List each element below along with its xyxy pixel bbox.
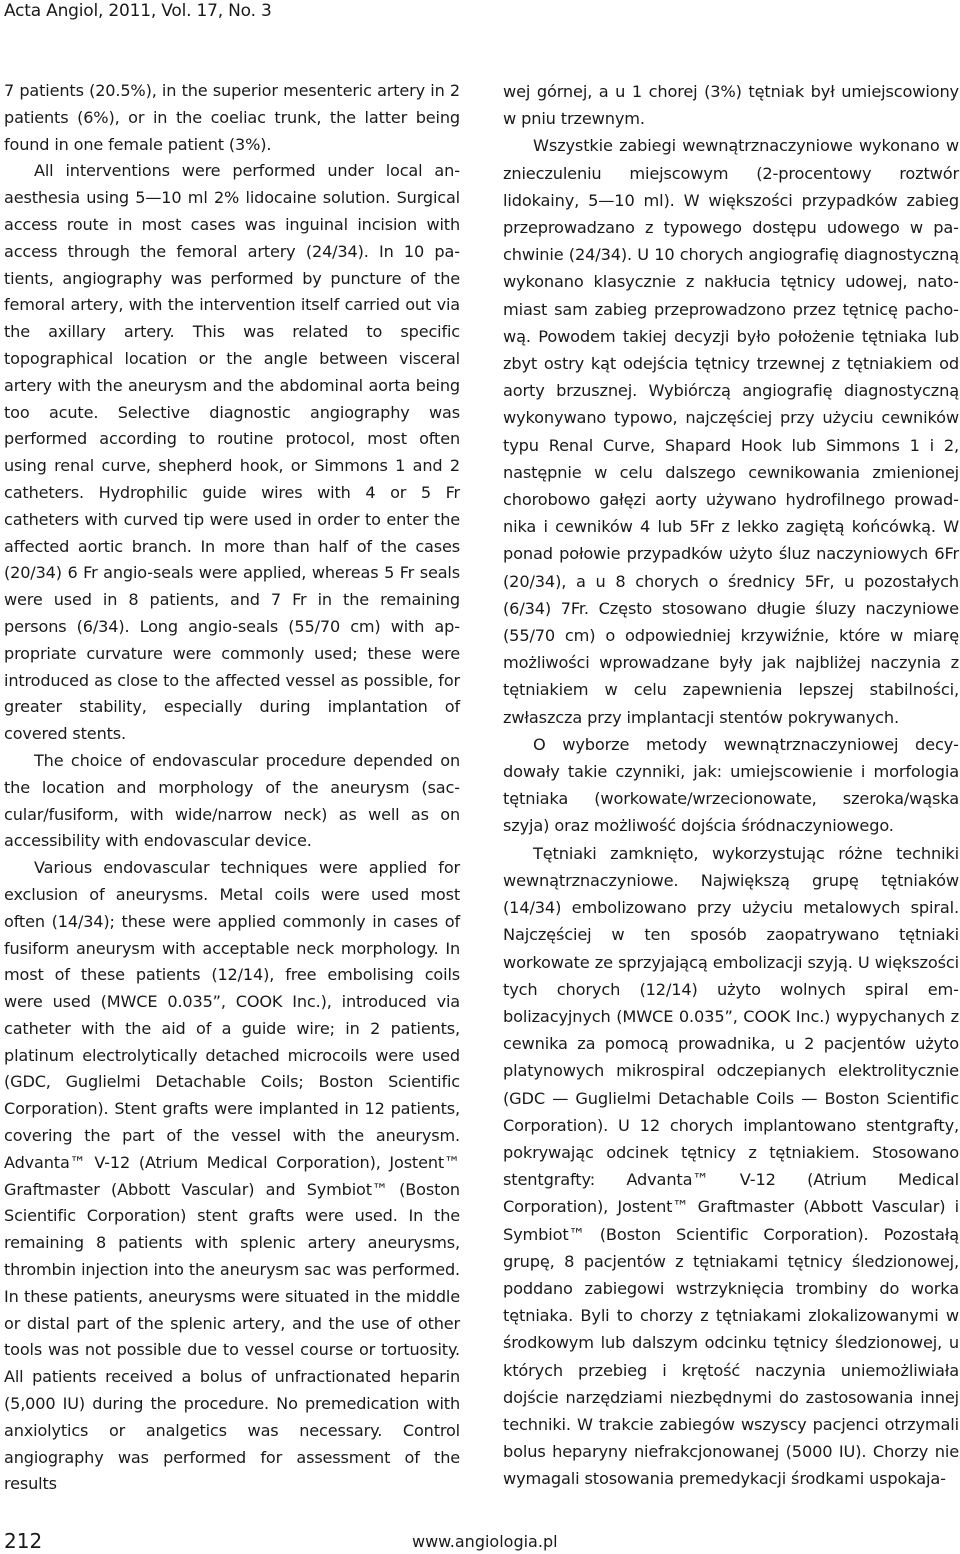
paragraph: Wszystkie zabiegi wewnątrznaczyniowe wykonano w znieczuleniu miejscowym (2-procentowy roztwór lidokainy, 5—10 ml). W większości przypadków zabieg przeprowadzano z typowego dostępu udowego w pachwinie (24/34). U 10 chorych angiografię diagnostyczną wykonano klasycznie z nakłucia tętnicy udowej, natomiast sam zabieg przeprowadzono przez tętnicę pachową. Powodem takiej decyzji było położenie tętniaka lub zbyt ostry kąt odejścia tętnicy trzewnej z tętniakiem od aorty brzusznej. Wybiórczą angiografię diagnostyczną wykonywano typowo, najczęściej przy użyciu cewników typu Renal Curve, Shapard Hook lub Simmons 1 i 2, następnie w celu dalszego cewnikowania zmienionej chorobowo gałęzi aorty używano hydrofilnego prowadnika i cewników 4 lub 5Fr z lekko zagiętą końcówką. W ponad połowie przypadków użyto śluz naczyniowych 6Fr (20/34), a u 8 chorych o średnicy 5Fr, u pozostałych (6/34) 7Fr. Często stosowano długie śluzy naczyniowe (55/70 cm) o odpowiedniej krzywiźnie, które w miarę możliwości wprowadzane były jak najbliżej naczynia z tętniakiem w celu zapewnienia lepszej stabilności, zwłaszcza przy implantacji stentów pokrywanych. bbox=[503, 136, 959, 727]
running-head: Acta Angiol, 2011, Vol. 17, No. 3 bbox=[4, 1, 272, 21]
paragraph: 7 patients (20.5%), in the superior mesenteric artery in 2 patients (6%), or in the coeliac trunk, the latter being found in one female patient (3%). bbox=[4, 81, 460, 154]
right-column bbox=[503, 78, 959, 1493]
paragraph: Tętniaki zamknięto, wykorzystując różne techniki wewnątrznaczyniowe. Największą grupę tętniaków (14/34) embolizowano przy użyciu metalowych spiral. Najczęściej w ten sposób zaopatrywano tętniaki workowate ze sprzyjającą embolizacji szyją. U większości tych chorych (12/14) użyto wolnych spiral embolizacyjnych (MWCE 0.035”, COOK Inc.) wypychanych z cewnika za pomocą prowadnika, u 2 pacjentów użyto platynowych mikrospiral odczepianych elektrolitycznie (GDC — Guglielmi Detachable Coils — Boston Scientific Corporation). U 12 chorych implantowano stentgrafty, pokrywając odcinek tętnicy z tętniakiem. Stosowano stentgrafty: Advanta™ V-12 (Atrium Medical Corporation), Jostent™ Graftmaster (Abbott Vascular) i Symbiot™ (Boston Scientific Corporation). Pozostałą grupę, 8 pacjentów z tętniakami tętnicy śledzionowej, poddano zabiegowi wstrzyknięcia trombiny do worka tętniaka. Byli to chorzy z tętniakami zlokalizowanymi w środkowym lub dalszym odcinku tętnicy śledzionowej, u których przebieg i krętość naczynia uniemożliwiała dojście narzędziami niezbędnymi do zastosowania innej techniki. W trakcie zabiegów wszyscy pacjenci otrzymali bolus heparyny niefrakcjonowanej (5000 IU). Chorzy nie wymagali stosowania premedykacji środkami uspokaja- bbox=[503, 843, 959, 1489]
paragraph: wej górnej, a u 1 chorej (3%) tętniak był umiejscowiony w pniu trzewnym. bbox=[503, 82, 959, 129]
left-column bbox=[4, 78, 460, 1498]
paragraph: O wyborze metody wewnątrznaczyniowej decydowały takie czynniki, jak: umiejscowienie i morfologia tętniaka (workowate/wrzecionowate, szeroka/wąska szyja) oraz możliwość dojścia śródnaczyniowego. bbox=[503, 734, 959, 836]
page-number: 212 bbox=[4, 1529, 43, 1553]
paragraph: All interventions were performed under local anaesthesia using 5—10 ml 2% lidocaine solution. Surgical access route in most cases was inguinal incision with access through the femoral artery (24/34). In 10 patients, angiography was performed by puncture of the femoral artery, with the intervention itself carried out via the axillary artery. This was related to specific topographical location or the angle between visceral artery with the aneurysm and the abdominal aorta being too acute. Selective diagnostic angiography was performed according to routine protocol, most often using renal curve, shepherd hook, or Simmons 1 and 2 catheters. Hydrophilic guide wires with 4 or 5 Fr catheters with curved tip were used in order to enter the affected aortic branch. In more than half of the cases (20/34) 6 Fr angio-seals were applied, whereas 5 Fr seals were used in 8 patients, and 7 Fr in the remaining persons (6/34). Long angio-seals (55/70 cm) with appropriate curvature were commonly used; these were introduced as close to the affected vessel as possible, for greater stability, especially during implantation of covered stents. bbox=[4, 161, 460, 744]
paragraph: The choice of endovascular procedure depended on the location and morphology of the aneurysm (saccular/fusiform, with wide/narrow neck) as well as on accessibility with endovascular device. bbox=[4, 750, 460, 851]
footer-url: www.angiologia.pl bbox=[412, 1532, 558, 1551]
paragraph: Various endovascular techniques were applied for exclusion of aneurysms. Metal coils were used most often (14/34); these were applied commonly in cases of fusiform aneurysm with acceptable neck morphology. In most of these patients (12/14), free embolising coils were used (MWCE 0.035”, COOK Inc.), introduced via catheter with the aid of a guide wire; in 2 patients, platinum electrolytically detached microcoils were used (GDC, Guglielmi Detachable Coils; Boston Scientific Corporation). Stent grafts were implanted in 12 patients, covering the part of the vessel with the aneurysm. Advanta™ V-12 (Atrium Medical Corporation), Jostent™ Graftmaster (Abbott Vascular) and Symbiot™ (Boston Scientific Corporation) stent grafts were used. In the remaining 8 patients with splenic artery aneurysms, thrombin injection into the aneurysm sac was performed. In these patients, aneurysms were situated in the middle or distal part of the splenic artery, and the use of other tools was not possible due to vessel course or tortuosity. All patients received a bolus of unfractionated heparin (5,000 IU) during the procedure. No premedication with anxiolytics or analgetics was necessary. Control angiography was performed for assessment of the results bbox=[4, 858, 460, 1494]
